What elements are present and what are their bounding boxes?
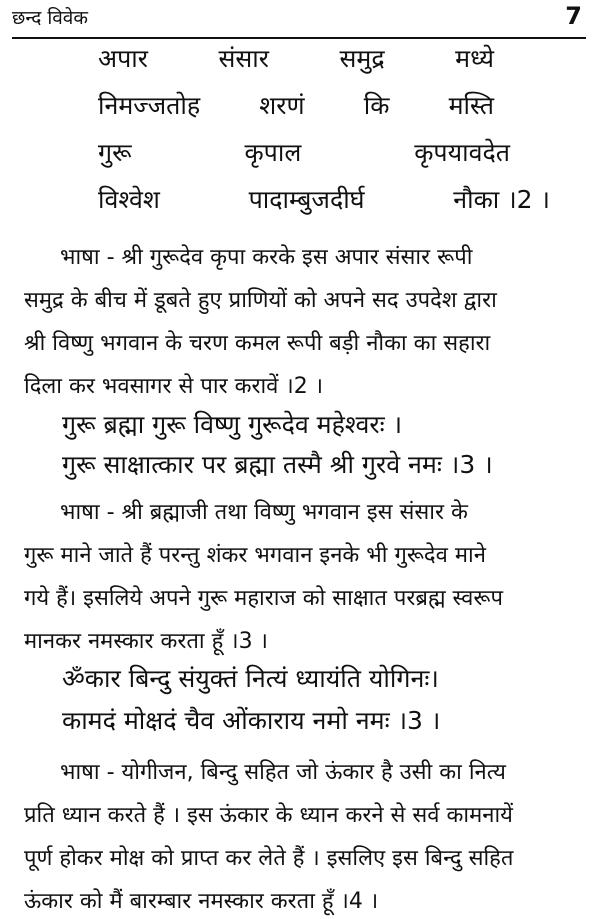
page-number: 7	[565, 2, 582, 30]
verse-word: शरणं	[259, 91, 305, 120]
verse1-line-3	[98, 136, 510, 170]
header-rule	[12, 37, 586, 39]
verse3-line-2: कामदं मोक्षदं चैव ओंकाराय नमो नमः ।3 ।	[62, 706, 441, 735]
commentary2-line-2: गुरू माने जाते हैं परन्तु शंकर भगवान इनके भी गुरूदेव माने	[24, 543, 486, 568]
verse3-line-1: ॐकार बिन्दु संयुक्तं नित्यं ध्यायंति योगिनः।	[62, 664, 439, 693]
commentary3-line-3: पूर्ण होकर मोक्ष को प्राप्त कर लेते हैं । इसलिए इस बिन्दु सहित	[24, 846, 514, 871]
commentary1-line-4: दिला कर भवसागर से पार करावें ।2 ।	[24, 374, 324, 399]
verse-word: कृपयावदेत	[414, 138, 510, 167]
commentary2-line-4: मानकर नमस्कार करता हूँ ।3 ।	[24, 629, 268, 654]
verse-word: कृपाल	[244, 138, 302, 167]
commentary3-line-1: भाषा - योगीजन, बिन्दु सहित जो ऊंकार है उसी का नित्य	[60, 760, 506, 785]
commentary2-line-1: भाषा - श्री ब्रह्माजी तथा विष्णु भगवान इस संसार के	[60, 500, 468, 525]
verse-word: मध्ये	[455, 44, 494, 73]
verse-word: गुरू	[98, 138, 132, 167]
commentary1-line-2: समुद्र के बीच में डूबते हुए प्राणियों को अपने सद उपदेश द्वारा	[24, 288, 497, 313]
verse-word: निमज्जतोह	[98, 91, 201, 120]
verse2-line-2: गुरू साक्षात्कार पर ब्रह्मा तस्मै श्री गुरवे नमः ।3 ।	[62, 450, 493, 479]
commentary3-line-2: प्रति ध्यान करते हैं । इस ऊंकार के ध्यान करने से सर्व कामनायें	[24, 803, 513, 828]
verse-word: मस्ति	[448, 91, 494, 120]
commentary2-line-3: गये हैं। इसलिये अपने गुरू महाराज को साक्षात परब्रह्म स्वरूप	[24, 586, 503, 611]
verse-word: अपार	[98, 44, 149, 73]
verse-word: कि	[363, 91, 390, 120]
verse-word: समुद्र	[339, 44, 385, 73]
verse2-line-1: गुरू ब्रह्मा गुरू विष्णु गुरूदेव महेश्वरः ।	[62, 410, 403, 439]
verse-word: पादाम्बुजदीर्घ	[248, 185, 365, 214]
page-header	[12, 2, 586, 36]
verse1-line-1	[98, 42, 494, 76]
commentary1-line-1: भाषा - श्री गुरूदेव कृपा करके इस अपार संसार रूपी	[60, 245, 473, 270]
verse-word: विश्वेश	[98, 185, 160, 214]
running-head-title: छन्द विवेक	[12, 7, 88, 29]
verse1-line-4	[98, 183, 550, 217]
verse-word: नौका ।2 ।	[453, 185, 550, 214]
verse-word: संसार	[218, 44, 270, 73]
verse1-line-2	[98, 89, 494, 123]
commentary1-line-3: श्री विष्णु भगवान के चरण कमल रूपी बड़ी नौका का सहारा	[24, 331, 491, 356]
commentary3-line-4: ऊंकार को मैं बारम्बार नमस्कार करता हूँ ।4 ।	[24, 889, 379, 914]
